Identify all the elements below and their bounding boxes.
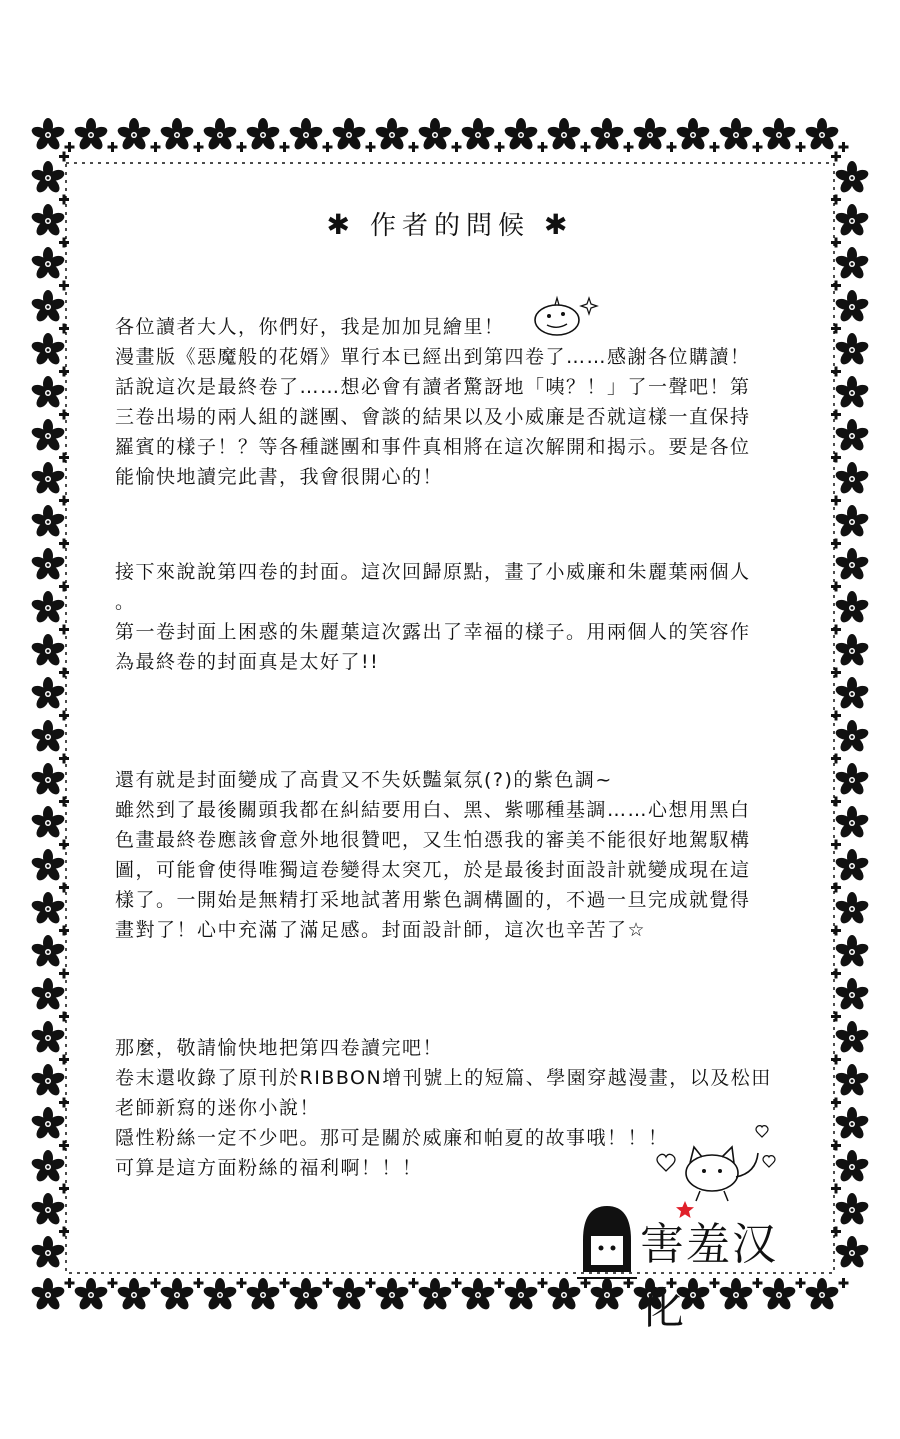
border-cross-icon — [581, 142, 591, 152]
border-flower-icon — [417, 1278, 452, 1312]
text-line: 接下來說說第四卷的封面。這次回歸原點，畫了小威廉和朱麗葉兩個人 — [115, 561, 751, 583]
border-flower-icon — [30, 591, 65, 625]
border-flower-icon — [30, 1064, 65, 1098]
border-flower-icon — [834, 161, 869, 195]
text-line: 圖，可能會使得唯獨這卷變得太突兀，於是最後封面設計就變成現在這 — [115, 859, 751, 881]
border-cross-icon — [59, 1055, 69, 1065]
border-cross-icon — [710, 142, 720, 152]
text-line: 老師新寫的迷你小說！ — [115, 1097, 321, 1119]
border-cross-icon — [59, 1012, 69, 1022]
border-cross-icon — [753, 142, 763, 152]
border-cross-icon — [831, 797, 841, 807]
border-cross-icon — [194, 142, 204, 152]
border-flower-icon — [30, 505, 65, 539]
paragraph-cover — [115, 557, 795, 677]
border-cross-icon — [624, 142, 634, 152]
border-cross-icon — [59, 539, 69, 549]
border-flower-icon — [834, 1236, 869, 1270]
border-cross-icon — [839, 142, 849, 152]
border-cross-icon — [831, 367, 841, 377]
border-flower-icon — [834, 677, 869, 711]
border-flower-icon — [116, 1278, 151, 1312]
border-cross-icon — [108, 1278, 118, 1288]
border-flower-icon — [30, 290, 65, 324]
border-cross-icon — [831, 1184, 841, 1194]
border-flower-icon — [30, 935, 65, 969]
border-flower-icon — [30, 1193, 65, 1227]
border-flower-icon — [834, 935, 869, 969]
border-cross-icon — [366, 142, 376, 152]
border-cross-icon — [796, 142, 806, 152]
text-line: 三卷出場的兩人組的謎團、會談的結果以及小威廉是否就這樣一直保持 — [115, 406, 751, 428]
border-flower-icon — [632, 118, 667, 152]
border-cross-icon — [59, 926, 69, 936]
page-title — [0, 205, 900, 242]
border-flower-icon — [834, 849, 869, 883]
text-line: 雖然到了最後關頭我都在糾結要用白、黑、紫哪種基調……心想用黑白 — [115, 799, 751, 821]
border-flower-icon — [30, 1278, 65, 1312]
border-flower-icon — [374, 118, 409, 152]
border-cross-icon — [151, 1278, 161, 1288]
text-line: 為最終卷的封面真是太好了!! — [115, 651, 380, 673]
border-flower-icon — [331, 118, 366, 152]
border-cross-icon — [831, 453, 841, 463]
flower-star-icon: ✱ — [326, 208, 356, 241]
border-cross-icon — [59, 1098, 69, 1108]
border-flower-icon — [30, 419, 65, 453]
border-flower-icon — [30, 1021, 65, 1055]
logo-text: 害羞汉化 — [640, 1219, 778, 1334]
border-flower-icon — [30, 720, 65, 754]
text-line: 樣了。一開始是無精打采地試著用紫色調構圖的，不過一旦完成就覺得 — [115, 889, 751, 911]
paragraph-greeting — [115, 312, 795, 492]
border-flower-icon — [202, 1278, 237, 1312]
text-line: 色畫最終卷應該會意外地很贊吧，又生怕憑我的審美不能很好地駕馭構 — [115, 829, 751, 851]
border-cross-icon — [65, 1278, 75, 1288]
border-flower-icon — [30, 548, 65, 582]
border-flower-icon — [460, 1278, 495, 1312]
text-line: 。 — [115, 591, 136, 613]
border-cross-icon — [831, 539, 841, 549]
text-line: 各位讀者大人，你們好，我是加加見繪里！ — [115, 316, 505, 338]
border-flower-icon — [834, 290, 869, 324]
border-cross-icon — [831, 625, 841, 635]
border-cross-icon — [59, 582, 69, 592]
border-flower-icon — [374, 1278, 409, 1312]
border-flower-icon — [30, 118, 65, 152]
border-flower-icon — [761, 118, 796, 152]
border-cross-icon — [495, 1278, 505, 1288]
border-flower-icon — [834, 892, 869, 926]
border-cross-icon — [59, 797, 69, 807]
border-flower-icon — [30, 677, 65, 711]
text-line: 漫畫版《惡魔般的花婿》單行本已經出到第四卷了……感謝各位購讀！ — [115, 346, 751, 368]
border-flower-icon — [73, 1278, 108, 1312]
border-flower-icon — [288, 1278, 323, 1312]
border-cross-icon — [831, 1141, 841, 1151]
text-line: 第一卷封面上困惑的朱麗葉這次露出了幸福的樣子。用兩個人的笑容作 — [115, 621, 751, 643]
border-flower-icon — [30, 634, 65, 668]
paragraph-color — [115, 765, 795, 945]
border-flower-icon — [834, 505, 869, 539]
border-cross-icon — [452, 142, 462, 152]
text-line: 隱性粉絲一定不少吧。那可是關於威廉和帕夏的故事哦！！！ — [115, 1127, 669, 1149]
border-flower-icon — [834, 1193, 869, 1227]
border-flower-icon — [834, 333, 869, 367]
border-cross-icon — [151, 142, 161, 152]
cat-doodle-icon — [640, 1125, 790, 1210]
border-cross-icon — [59, 625, 69, 635]
border-cross-icon — [59, 324, 69, 334]
border-cross-icon — [831, 281, 841, 291]
logo-girl-icon — [575, 1200, 639, 1280]
border-flower-icon — [834, 1150, 869, 1184]
border-flower-icon — [30, 333, 65, 367]
border-flower-icon — [834, 419, 869, 453]
border-flower-icon — [73, 118, 108, 152]
border-flower-icon — [245, 118, 280, 152]
text-line: 卷末還收錄了原刊於RIBBON增刊號上的短篇、學園穿越漫畫，以及松田 — [115, 1067, 772, 1089]
border-cross-icon — [409, 142, 419, 152]
border-cross-icon — [831, 1055, 841, 1065]
border-cross-icon — [59, 883, 69, 893]
border-cross-icon — [538, 142, 548, 152]
border-cross-icon — [323, 1278, 333, 1288]
border-cross-icon — [59, 367, 69, 377]
border-flower-icon — [834, 247, 869, 281]
border-flower-icon — [460, 118, 495, 152]
border-flower-icon — [30, 161, 65, 195]
border-cross-icon — [831, 969, 841, 979]
border-flower-icon — [834, 1107, 869, 1141]
border-flower-icon — [30, 1236, 65, 1270]
border-cross-icon — [839, 1278, 849, 1288]
border-cross-icon — [59, 195, 69, 205]
border-cross-icon — [831, 883, 841, 893]
border-flower-icon — [30, 462, 65, 496]
border-flower-icon — [675, 118, 710, 152]
border-cross-icon — [538, 1278, 548, 1288]
title-text: 作者的問候 — [369, 211, 530, 241]
text-line: 可算是這方面粉絲的福利啊！！！ — [115, 1157, 423, 1179]
border-flower-icon — [116, 118, 151, 152]
border-cross-icon — [831, 711, 841, 721]
border-flower-icon — [30, 892, 65, 926]
border-flower-icon — [589, 1278, 624, 1312]
border-cross-icon — [280, 142, 290, 152]
border-flower-icon — [834, 720, 869, 754]
border-cross-icon — [831, 1227, 841, 1237]
border-flower-icon — [331, 1278, 366, 1312]
text-line: 能愉快地讀完此書，我會很開心的！ — [115, 466, 444, 488]
border-cross-icon — [194, 1278, 204, 1288]
border-cross-icon — [59, 1141, 69, 1151]
border-cross-icon — [831, 410, 841, 420]
border-flower-icon — [589, 118, 624, 152]
border-flower-icon — [834, 376, 869, 410]
border-flower-icon — [30, 247, 65, 281]
border-cross-icon — [59, 754, 69, 764]
border-flower-icon — [30, 376, 65, 410]
border-cross-icon — [323, 142, 333, 152]
border-cross-icon — [495, 142, 505, 152]
scanlation-logo — [575, 1200, 815, 1334]
flower-star-icon: ✱ — [544, 208, 574, 241]
border-flower-icon — [503, 118, 538, 152]
border-cross-icon — [831, 840, 841, 850]
border-flower-icon — [30, 1107, 65, 1141]
border-cross-icon — [831, 152, 841, 162]
border-flower-icon — [30, 1150, 65, 1184]
border-cross-icon — [59, 969, 69, 979]
border-flower-icon — [30, 763, 65, 797]
border-flower-icon — [834, 548, 869, 582]
border-cross-icon — [831, 754, 841, 764]
border-cross-icon — [59, 453, 69, 463]
border-flower-icon — [546, 1278, 581, 1312]
border-flower-icon — [834, 634, 869, 668]
border-flower-icon — [834, 591, 869, 625]
border-cross-icon — [59, 281, 69, 291]
border-flower-icon — [417, 118, 452, 152]
border-cross-icon — [65, 142, 75, 152]
border-cross-icon — [59, 410, 69, 420]
text-line: 話說這次是最終卷了……想必會有讀者驚訝地「咦？！」了一聲吧！第 — [115, 376, 751, 398]
border-flower-icon — [834, 462, 869, 496]
border-cross-icon — [280, 1278, 290, 1288]
border-cross-icon — [59, 711, 69, 721]
border-flower-icon — [159, 1278, 194, 1312]
border-flower-icon — [245, 1278, 280, 1312]
border-flower-icon — [804, 118, 839, 152]
border-cross-icon — [452, 1278, 462, 1288]
border-cross-icon — [59, 152, 69, 162]
border-cross-icon — [59, 1184, 69, 1194]
border-cross-icon — [831, 324, 841, 334]
border-flower-icon — [546, 118, 581, 152]
border-cross-icon — [59, 496, 69, 506]
border-cross-icon — [108, 142, 118, 152]
border-cross-icon — [831, 1012, 841, 1022]
border-flower-icon — [834, 1064, 869, 1098]
border-cross-icon — [667, 142, 677, 152]
text-line: 羅賓的樣子！？等各種謎團和事件真相將在這次解開和揭示。要是各位 — [115, 436, 751, 458]
border-cross-icon — [831, 582, 841, 592]
border-flower-icon — [30, 849, 65, 883]
border-cross-icon — [59, 668, 69, 678]
border-cross-icon — [59, 840, 69, 850]
border-cross-icon — [831, 496, 841, 506]
border-cross-icon — [366, 1278, 376, 1288]
border-flower-icon — [159, 118, 194, 152]
text-line: 那麼，敬請愉快地把第四卷讀完吧！ — [115, 1037, 444, 1059]
border-flower-icon — [30, 806, 65, 840]
border-flower-icon — [834, 806, 869, 840]
border-cross-icon — [59, 1227, 69, 1237]
border-cross-icon — [831, 195, 841, 205]
border-flower-icon — [834, 978, 869, 1012]
border-cross-icon — [831, 1098, 841, 1108]
border-flower-icon — [834, 763, 869, 797]
border-flower-icon — [834, 1021, 869, 1055]
border-flower-icon — [718, 118, 753, 152]
border-flower-icon — [288, 118, 323, 152]
border-cross-icon — [409, 1278, 419, 1288]
text-line: 還有就是封面變成了高貴又不失妖豔氣氛(?)的紫色調~ — [115, 769, 613, 791]
border-flower-icon — [503, 1278, 538, 1312]
border-cross-icon — [237, 142, 247, 152]
border-cross-icon — [237, 1278, 247, 1288]
border-cross-icon — [831, 668, 841, 678]
border-flower-icon — [202, 118, 237, 152]
text-line: 畫對了！心中充滿了滿足感。封面設計師，這次也辛苦了☆ — [115, 919, 647, 941]
border-flower-icon — [30, 978, 65, 1012]
border-cross-icon — [831, 926, 841, 936]
